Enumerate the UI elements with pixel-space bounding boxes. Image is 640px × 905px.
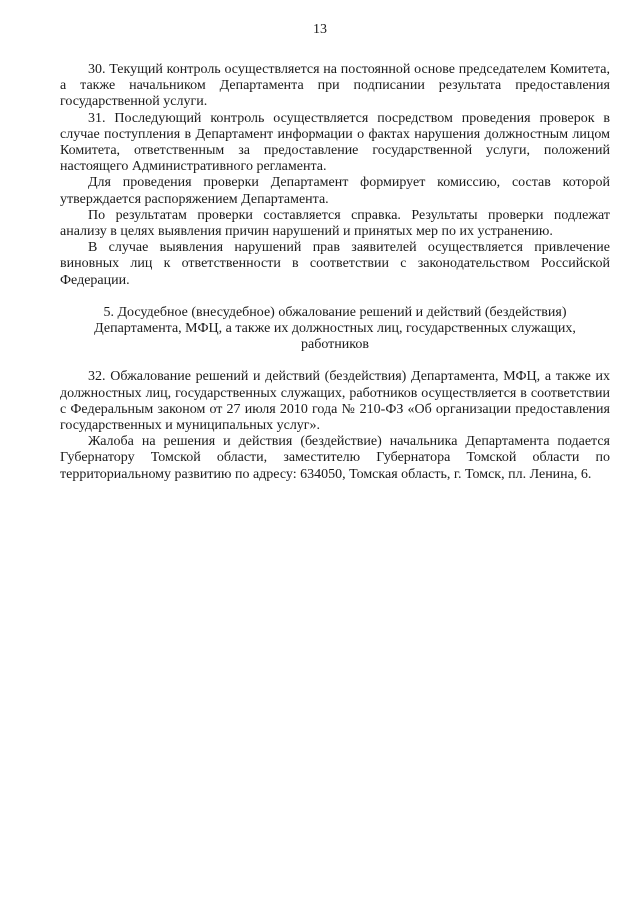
document-body xyxy=(60,62,610,483)
section-heading-line-3: работников xyxy=(301,337,369,353)
paragraph-violations: В случае выявления нарушений прав заявителей осуществляется привлечение виновных лиц к ответственности в соответствии с законодательством Российской Федерации. xyxy=(60,240,610,288)
page-number: 13 xyxy=(313,22,327,37)
paragraph-inspection-results: По результатам проверки составляется справка. Результаты проверки подлежат анализу в целях выявления причин нарушений и принятых мер по их устранению. xyxy=(60,207,610,240)
paragraph-31: 31. Последующий контроль осуществляется посредством проведения проверок в случае поступления в Департамент информации о фактах нарушения должностным лицом Комитета, ответственным за предоставление государственной услуги, положений настоящего Административного регламента. xyxy=(60,110,610,175)
paragraph-32: 32. Обжалование решений и действий (бездействия) Департамента, МФЦ, а также их должностных лиц, государственных служащих, работников осуществляется в соответствии с Федеральным законом от 27 июля 2010 года № 210-ФЗ «Об организации предоставления государственных и муниципальных услуг». xyxy=(60,369,610,434)
paragraph-complaint: Жалоба на решения и действия (бездействие) начальника Департамента подается Губернатору Томской области, заместителю Губернатора Томской области по территориальному развитию по адресу: 634050, Томская область, г. Томск, пл. Ленина, 6. xyxy=(60,434,610,482)
paragraph-commission: Для проведения проверки Департамент формирует комиссию, состав которой утверждается распоряжением Департамента. xyxy=(60,175,610,207)
paragraph-30: 30. Текущий контроль осуществляется на постоянной основе председателем Комитета, а также начальником Департамента при подписании результата предоставления государственной услуги. xyxy=(60,62,610,110)
section-heading-line-1: 5. Досудебное (внесудебное) обжалование решений и действий (бездействия) xyxy=(103,304,567,320)
section-5-heading xyxy=(60,305,610,354)
section-heading-line-2: Департамента, МФЦ, а также их должностных лиц, государственных служащих, xyxy=(94,321,576,337)
